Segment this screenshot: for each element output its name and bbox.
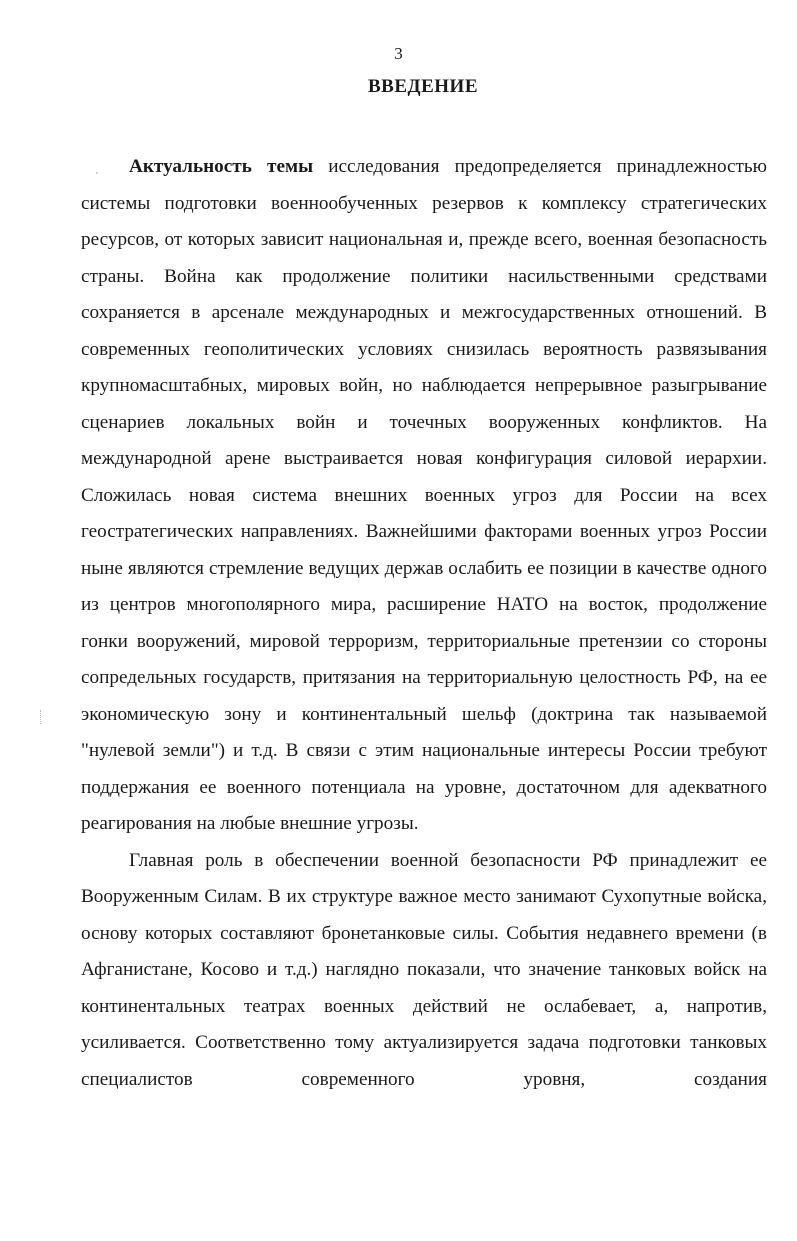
body-text (81, 149, 767, 1098)
paragraph-relevance (81, 149, 767, 843)
scan-artifact (96, 172, 98, 174)
paragraph-text: исследования предопределяется принадлежностью системы подготовки военнообученных резервов к комплексу стратегических ресурсов, от которых зависит национальная и, прежде всего, военная безопасность страны. Война как продолжение политики насильственными средствами сохраняется в арсенале международных и межгосударственных отношений. В современных геополитических условиях снизилась вероятность развязывания крупномасштабных, мировых войн, но наблюдается непрерывное разыгрывание сценариев локальных войн и точечных вооруженных конфликтов. На международной арене выстраивается новая конфигурация силовой иерархии. Сложилась новая система внешних военных угроз для России на всех геостратегических направлениях. Важнейшими факторами военных угроз России ныне являются стремление ведущих держав ослабить ее позиции в качестве одного из центров многополярного мира, расширение НАТО на восток, продолжение гонки вооружений, мировой терроризм, территориальные претензии со стороны сопредельных государств, притязания на территориальную целостность РФ, на ее экономическую зону и континентальный шельф (доктрина так называемой "нулевой земли") и т.д. В связи с этим национальные интересы России требуют поддержания ее военного потенциала на уровне, достаточном для адекватного реагирования на любые внешние угрозы. (81, 156, 767, 834)
scan-margin-mark (40, 710, 43, 724)
paragraph-text: Главная роль в обеспечении военной безопасности РФ принадлежит ее Вооруженным Силам. В их структуре важное место занимают Сухопутные войска, основу которых составляют бронетанковые силы. События недавнего времени (в Афганистане, Косово и т.д.) наглядно показали, что значение танковых войск на континентальных театрах военных действий не ослабевает, а, напротив, усиливается. Соответственно тому актуализируется задача подготовки танковых специалистов современного уровня, создания (81, 849, 767, 1090)
paragraph-lead: Актуальность темы (129, 156, 314, 177)
page-number: 3 (394, 44, 403, 63)
paragraph-main-role (81, 843, 767, 1099)
section-heading: ВВЕДЕНИЕ (368, 76, 478, 97)
